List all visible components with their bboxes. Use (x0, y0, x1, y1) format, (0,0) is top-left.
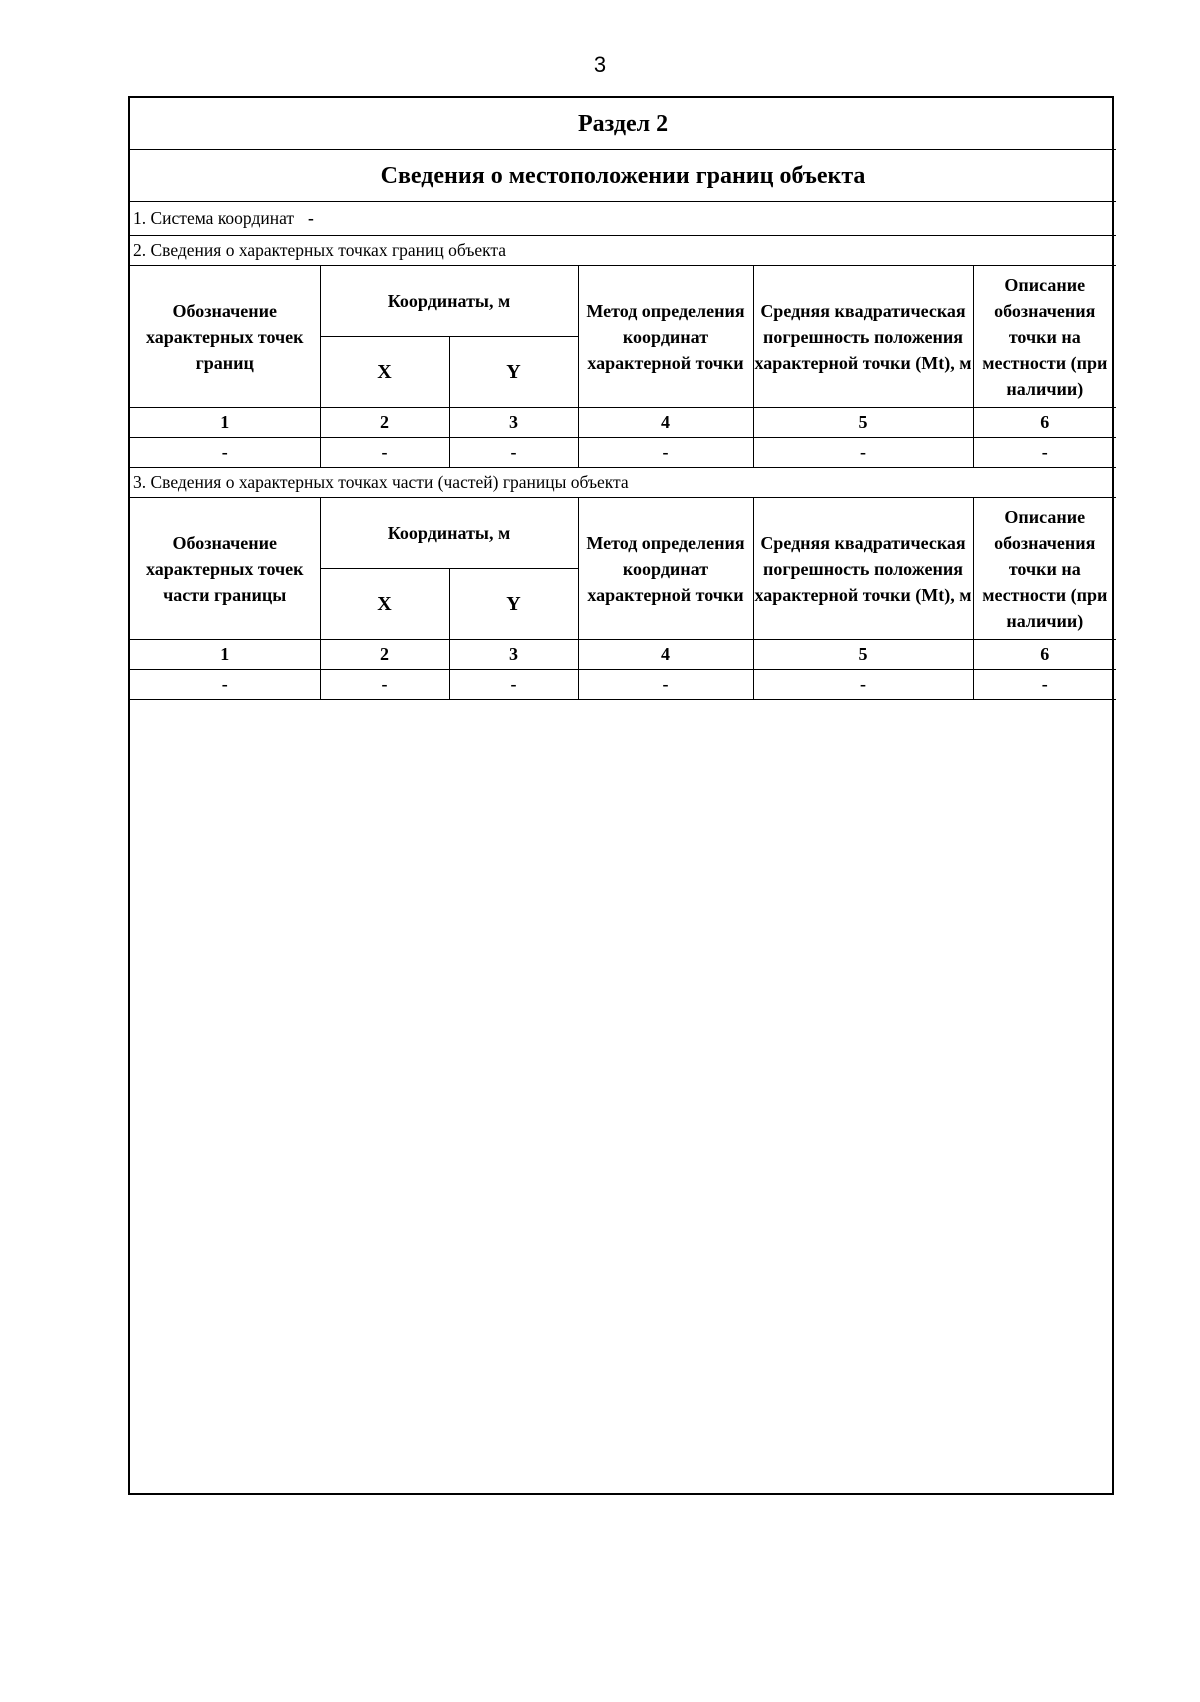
coordinate-system-value: - (308, 208, 314, 228)
points-table-caption: 2. Сведения о характерных точках границ объекта (130, 236, 1116, 266)
points-column-number: 2 (320, 408, 449, 438)
section-frame (128, 96, 1114, 1495)
coordinate-system-label: 1. Система координат (133, 208, 295, 228)
part-points-column-number: 4 (578, 640, 753, 670)
section-table (130, 98, 1116, 700)
part-points-column-number: 3 (449, 640, 578, 670)
part-points-column-number: 2 (320, 640, 449, 670)
part-points-column-number: 6 (973, 640, 1116, 670)
table-cell: - (578, 438, 753, 468)
table-cell: - (753, 438, 973, 468)
part-points-header-y: Y (449, 569, 578, 640)
coordinate-system-row (130, 202, 1116, 236)
table-cell: - (973, 670, 1116, 700)
points-header-description: Описание обозначения точки на местности (при наличии) (973, 266, 1116, 408)
points-column-number: 1 (130, 408, 320, 438)
points-header-error: Средняя квадратическая погрешность положения характерной точки (Mt), м (753, 266, 973, 408)
points-column-number: 6 (973, 408, 1116, 438)
table-cell: - (130, 670, 320, 700)
points-header-coordinates: Координаты, м (320, 266, 578, 337)
part-points-header-x: X (320, 569, 449, 640)
part-points-column-number: 1 (130, 640, 320, 670)
table-row (130, 438, 1116, 468)
part-points-column-numbers-row (130, 640, 1116, 670)
points-column-number: 5 (753, 408, 973, 438)
section-title: Раздел 2 (130, 98, 1116, 150)
part-points-header-method: Метод определения координат характерной точки (578, 498, 753, 640)
points-column-number: 4 (578, 408, 753, 438)
part-points-column-number: 5 (753, 640, 973, 670)
section-subtitle: Сведения о местоположении границ объекта (130, 150, 1116, 202)
points-column-numbers-row (130, 408, 1116, 438)
points-header-y: Y (449, 337, 578, 408)
points-header-designation: Обозначение характерных точек границ (130, 266, 320, 408)
page-number: 3 (593, 52, 607, 77)
table-cell: - (320, 670, 449, 700)
table-cell: - (753, 670, 973, 700)
table-cell: - (130, 438, 320, 468)
table-cell: - (449, 670, 578, 700)
points-column-number: 3 (449, 408, 578, 438)
table-cell: - (973, 438, 1116, 468)
part-points-header-designation: Обозначение характерных точек части границы (130, 498, 320, 640)
points-header-method: Метод определения координат характерной точки (578, 266, 753, 408)
table-cell: - (578, 670, 753, 700)
part-points-header-coordinates: Координаты, м (320, 498, 578, 569)
table-cell: - (320, 438, 449, 468)
table-row (130, 670, 1116, 700)
part-points-header-description: Описание обозначения точки на местности (при наличии) (973, 498, 1116, 640)
part-points-table-caption: 3. Сведения о характерных точках части (частей) границы объекта (130, 468, 1116, 498)
table-cell: - (449, 438, 578, 468)
points-header-x: X (320, 337, 449, 408)
part-points-header-error: Средняя квадратическая погрешность положения характерной точки (Mt), м (753, 498, 973, 640)
